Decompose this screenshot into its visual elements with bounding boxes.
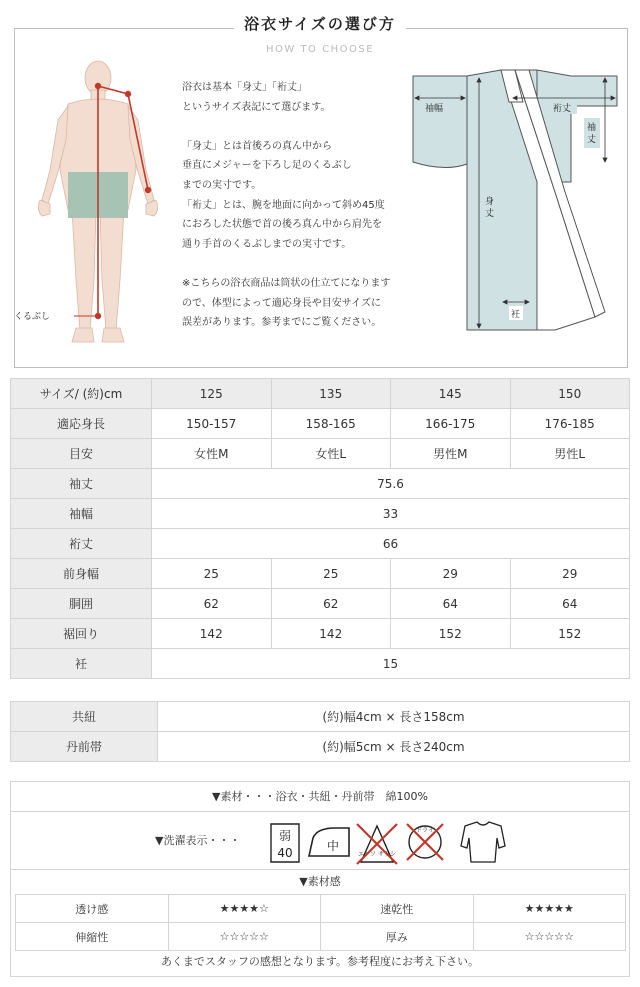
- sode-haba-label: 袖幅: [425, 104, 444, 114]
- table-cell: 66: [152, 529, 630, 559]
- okumi-label: 衽: [511, 310, 521, 320]
- mitake-label-1: 身: [485, 197, 495, 207]
- hang-dry-shirt-icon: [461, 822, 505, 862]
- wash-icons: [265, 816, 505, 868]
- body-measurement-illustration: [14, 60, 178, 360]
- table-cell: 25: [271, 559, 391, 589]
- size-header-cell: 145: [391, 379, 511, 409]
- kurubushi-label: くるぶし: [14, 312, 51, 322]
- table-cell: 男性L: [510, 439, 630, 469]
- row-label: 衽: [11, 649, 152, 679]
- table-row: [11, 702, 630, 732]
- size-header-cell: 125: [152, 379, 272, 409]
- row-label: 目安: [11, 439, 152, 469]
- table-row: [11, 589, 630, 619]
- kimono-measurement-illustration: [405, 62, 625, 334]
- desc-line: 通り手首のくるぶしまでの実寸です。: [182, 238, 352, 250]
- material-box: [10, 781, 630, 977]
- desc-line: 「裄丈」とは、腕を地面に向かって斜め45度: [182, 199, 385, 211]
- wash-weak-text: 弱: [278, 829, 292, 843]
- table-cell: 176-185: [510, 409, 630, 439]
- feel-title: ▼素材感: [299, 875, 341, 888]
- table-cell: 62: [152, 589, 272, 619]
- desc-line: ※こちらの浴衣商品は筒状の仕立てになります: [182, 277, 391, 289]
- row-label: 袖幅: [11, 499, 152, 529]
- table-cell: 15: [152, 649, 630, 679]
- size-header-cell: 135: [271, 379, 391, 409]
- row-label: 胴囲: [11, 589, 152, 619]
- table-cell: 64: [391, 589, 511, 619]
- row-label: 前身幅: [11, 559, 152, 589]
- desc-line: ので、体型によって適応身長や目安サイズに: [182, 297, 381, 309]
- table-row: [11, 409, 630, 439]
- feel-rating: ☆☆☆☆☆: [168, 923, 321, 951]
- table-cell: 150-157: [152, 409, 272, 439]
- bleach-text: エンソ サラシ: [358, 851, 396, 858]
- sode-take-label-2: 丈: [587, 135, 597, 145]
- feel-label: 伸縮性: [16, 923, 169, 951]
- feel-rating: ☆☆☆☆☆: [473, 923, 626, 951]
- table-cell: 女性L: [271, 439, 391, 469]
- desc-line: 浴衣は基本「身丈」「裄丈」: [182, 82, 307, 93]
- table-row: [16, 895, 626, 923]
- mitake-label-2: 丈: [485, 209, 495, 219]
- table-cell: 166-175: [391, 409, 511, 439]
- iron-text: 中: [326, 839, 340, 853]
- table-cell: 75.6: [152, 469, 630, 499]
- row-label: 丹前帯: [11, 732, 158, 762]
- size-header-label: サイズ/ (約)cm: [11, 379, 152, 409]
- wash-temp-text: 40: [277, 846, 293, 860]
- sode-take-label-1: 袖: [587, 123, 597, 133]
- table-row: [11, 499, 630, 529]
- staff-note: あくまでスタッフの感想となります。参考程度にお考え下さい。: [160, 955, 480, 968]
- table-cell: 62: [271, 589, 391, 619]
- accessories-table: [10, 701, 630, 762]
- table-cell: 152: [391, 619, 511, 649]
- table-cell: 29: [391, 559, 511, 589]
- table-row: [11, 529, 630, 559]
- table-cell: 男性M: [391, 439, 511, 469]
- material-line: ▼素材・・・浴衣・共紐・丹前帯 綿100%: [11, 782, 629, 812]
- desc-line: におろした状態で首の後ろ真ん中から肩先を: [182, 219, 382, 231]
- no-bleach-icon: [357, 824, 397, 864]
- desc-line: 垂直にメジャーを下ろし足のくるぶし: [182, 160, 352, 172]
- no-dry-clean-icon: [407, 824, 443, 860]
- table-row: [11, 649, 630, 679]
- row-label: 適応身長: [11, 409, 152, 439]
- row-label: 裾回り: [11, 619, 152, 649]
- size-table: [10, 378, 630, 679]
- table-row: [16, 923, 626, 951]
- table-cell: 25: [152, 559, 272, 589]
- yuki-label: 裄丈: [553, 104, 572, 114]
- feel-rating: ★★★★★: [473, 895, 626, 923]
- table-row: [11, 732, 630, 762]
- desc-line: までの実寸です。: [182, 179, 262, 191]
- table-cell: 33: [152, 499, 630, 529]
- material-feel-table: [15, 894, 626, 951]
- table-row: [11, 379, 630, 409]
- row-label: 裄丈: [11, 529, 152, 559]
- table-cell: 142: [271, 619, 391, 649]
- wash-row: [11, 812, 629, 870]
- row-label: 袖丈: [11, 469, 152, 499]
- dry-text: ドライ: [416, 827, 434, 834]
- wash-label: ▼洗濯表示・・・: [155, 834, 241, 847]
- table-row: [11, 439, 630, 469]
- table-cell: 29: [510, 559, 630, 589]
- table-cell: 142: [152, 619, 272, 649]
- size-header-cell: 150: [510, 379, 630, 409]
- page-title: 浴衣サイズの選び方: [234, 13, 406, 34]
- table-cell: (約)幅5cm × 長さ240cm: [158, 732, 630, 762]
- iron-medium-icon: [309, 828, 349, 856]
- table-cell: 女性M: [152, 439, 272, 469]
- hand-wash-40-icon: [271, 824, 299, 862]
- feel-label: 透け感: [16, 895, 169, 923]
- feel-rating: ★★★★☆: [168, 895, 321, 923]
- table-row: [11, 559, 630, 589]
- table-cell: 158-165: [271, 409, 391, 439]
- feel-label: 厚み: [321, 923, 474, 951]
- guide-title-wrap: [0, 13, 640, 34]
- table-cell: (約)幅4cm × 長さ158cm: [158, 702, 630, 732]
- row-label: 共紐: [11, 702, 158, 732]
- desc-line: 「身丈」とは首後ろの真ん中から: [182, 140, 332, 152]
- size-description: [182, 78, 422, 352]
- desc-line: というサイズ表記にて選びます。: [182, 101, 331, 113]
- table-row: [11, 619, 630, 649]
- page-subtitle: HOW TO CHOOSE: [265, 44, 375, 55]
- table-cell: 152: [510, 619, 630, 649]
- table-cell: 64: [510, 589, 630, 619]
- table-row: [11, 469, 630, 499]
- feel-label: 速乾性: [321, 895, 474, 923]
- desc-line: 誤差があります。参考までにご覧ください。: [182, 317, 382, 329]
